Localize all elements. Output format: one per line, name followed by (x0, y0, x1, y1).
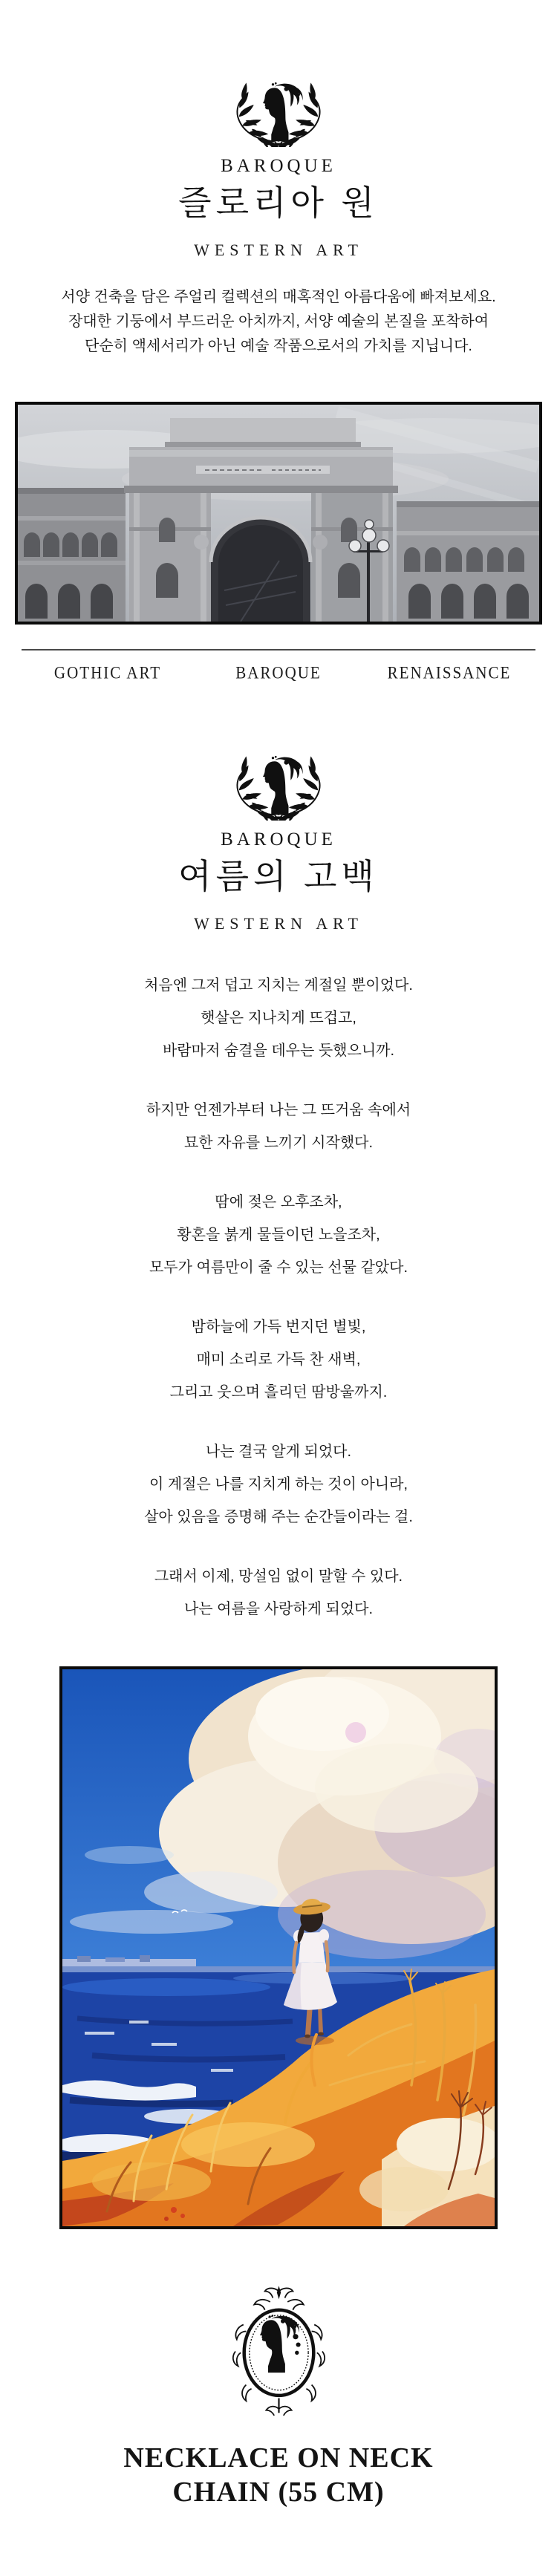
poem-line: 하지만 언젠가부터 나는 그 뜨거움 속에서 (146, 1102, 411, 1118)
laurel-lady-emblem-icon (223, 752, 334, 821)
section-divider (22, 649, 535, 650)
laurel-lady-emblem-svg (223, 752, 334, 821)
cameo-lady-emblem-svg (229, 2283, 329, 2420)
poem-stanza (0, 1186, 557, 1284)
description-line: 장대한 기둥에서 부드러운 아치까지, 서양 예술의 본질을 포착하여 (68, 313, 489, 330)
bw-architecture-photo (15, 402, 542, 625)
poem-line: 묘한 자유를 느끼기 시작했다. (183, 1135, 374, 1151)
laurel-lady-emblem-icon (223, 79, 334, 147)
poem-stanza (0, 1094, 557, 1159)
cameo-lady-emblem-icon (229, 2283, 329, 2420)
category-row (0, 663, 557, 682)
poem-stanza (0, 969, 557, 1067)
poem-line: 밤하늘에 가득 번지던 별빛, (191, 1319, 366, 1335)
laurel-lady-emblem-svg (223, 79, 334, 147)
poem-line: 모두가 여름만이 줄 수 있는 선물 같았다. (149, 1259, 408, 1276)
category-baroque: BAROQUE (235, 663, 322, 682)
category-renaissance: RENAISSANCE (387, 663, 512, 682)
brand-label: BAROQUE (221, 156, 336, 176)
summer-seaside-painting (59, 1666, 498, 2229)
poem-line: 황혼을 붉게 물들이던 노을조차, (177, 1227, 380, 1243)
poem-line: 나는 결국 알게 되었다. (205, 1444, 352, 1460)
collection-title: 즐로리아 원 (178, 184, 379, 222)
poem-line: 살아 있음을 증명해 주는 순간들이라는 걸. (144, 1509, 413, 1525)
poem-line: 매미 소리로 가득 찬 새벽, (196, 1351, 361, 1368)
product-name-line2: CHAIN (55 CM) (172, 2476, 385, 2508)
poem-line: 햇살은 지나치게 뜨겁고, (201, 1010, 356, 1026)
poem-title: 여름의 고백 (178, 858, 379, 896)
poem-line: 땀에 젖은 오후조차, (215, 1194, 342, 1210)
poem-line: 이 계절은 나를 지치게 하는 것이 아니라, (149, 1476, 408, 1493)
brand-label: BAROQUE (221, 829, 336, 850)
bw-architecture-photo-svg (18, 405, 539, 622)
product-footer (0, 2283, 557, 2509)
product-name (0, 2441, 557, 2509)
poem-stanza (0, 1435, 557, 1533)
summer-seaside-painting-svg (62, 1669, 495, 2226)
poem-line: 바람마저 숨결을 데우는 듯했으니까. (162, 1043, 395, 1059)
poem-stanza (0, 1560, 557, 1626)
poem-subtitle: WESTERN ART (194, 914, 363, 933)
poem-body (0, 969, 557, 1626)
description-line: 서양 건축을 담은 주얼리 컬렉션의 매혹적인 아름다움에 빠져보세요. (61, 289, 496, 305)
poem-line: 그리고 웃으며 흘리던 땀방울까지. (169, 1384, 388, 1401)
collection-subtitle: WESTERN ART (194, 241, 363, 259)
poem-stanza (0, 1311, 557, 1409)
poem-line: 그래서 이제, 망설임 없이 말할 수 있다. (154, 1568, 403, 1585)
poem-line: 처음엔 그저 덥고 지치는 계절일 뿐이었다. (144, 977, 413, 994)
product-name-line1: NECKLACE ON NECK (123, 2442, 434, 2474)
description-line: 단순히 액세서리가 아닌 예술 작품으로서의 가치를 지닙니다. (85, 338, 472, 354)
collection-description (0, 285, 557, 359)
poem-section (0, 752, 557, 1626)
brand-header (0, 79, 557, 359)
poem-line: 나는 여름을 사랑하게 되었다. (183, 1601, 374, 1617)
category-gothic-art: GOTHIC ART (53, 663, 162, 682)
